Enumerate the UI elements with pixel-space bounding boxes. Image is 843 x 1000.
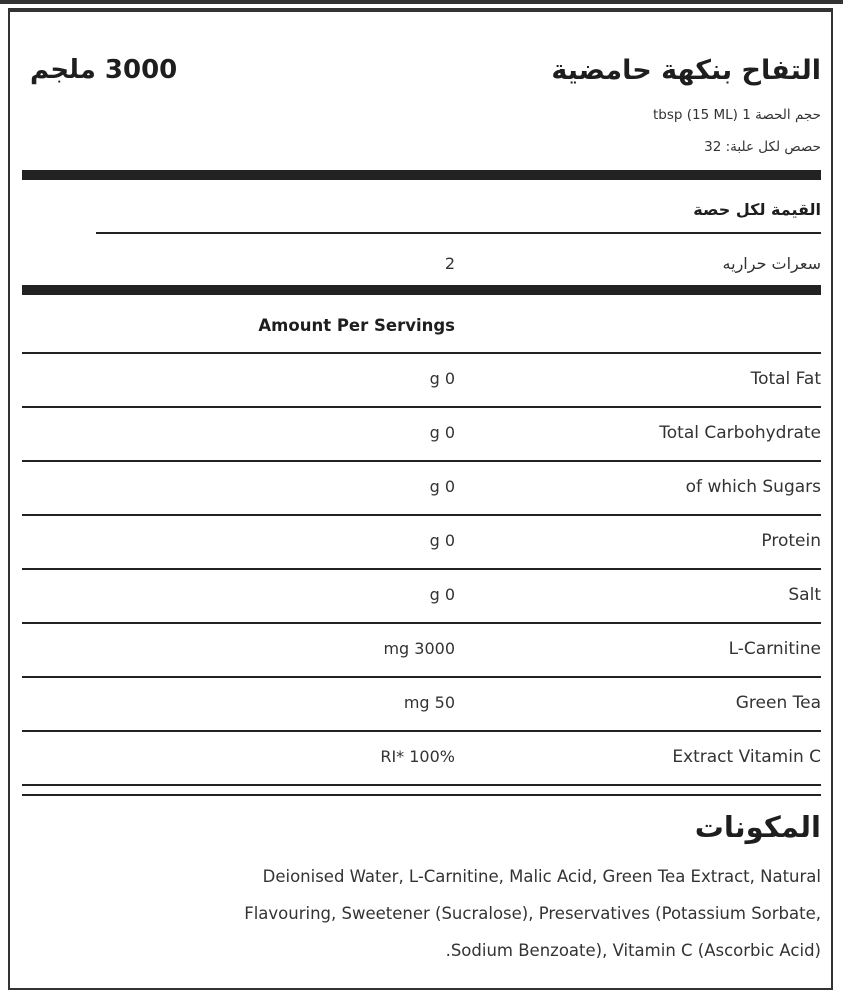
calories-label: سعرات حراريه xyxy=(722,254,821,273)
servings-per-container: حصص لكل علبة: 32 xyxy=(704,139,821,155)
per-serving-rule xyxy=(96,232,821,234)
table-row xyxy=(22,732,821,786)
nutrient-value: g 0 xyxy=(429,423,455,442)
ingredients-line: Flavouring, Sweetener (Sucralose), Preservatives (Potassium Sorbate, xyxy=(244,904,821,923)
ingredients-text xyxy=(51,858,821,969)
label-header xyxy=(30,55,821,95)
nutrient-value: g 0 xyxy=(429,585,455,604)
product-dose: 3000 ملجم xyxy=(30,55,178,85)
ingredients-divider xyxy=(22,794,821,796)
nutrient-name: of which Sugars xyxy=(685,477,821,497)
table-row xyxy=(22,624,821,678)
nutrient-name: Total Carbohydrate xyxy=(659,423,821,443)
ingredients-line: .Sodium Benzoate), Vitamin C (Ascorbic Acid) xyxy=(445,941,821,960)
nutrient-name: Extract Vitamin C xyxy=(672,747,821,767)
ingredients-line: Deionised Water, L-Carnitine, Malic Acid, Green Tea Extract, Natural xyxy=(262,867,821,886)
table-row xyxy=(22,570,821,624)
serving-size: حجم الحصة 1 tbsp (15 ML) xyxy=(653,107,821,123)
nutrient-name: Green Tea xyxy=(735,693,821,713)
amount-per-servings-heading: Amount Per Servings xyxy=(258,316,455,335)
nutrient-name: L-Carnitine xyxy=(728,639,821,659)
nutrient-name: Protein xyxy=(761,531,821,551)
thick-divider-middle xyxy=(22,285,821,295)
nutrient-name: Total Fat xyxy=(750,369,821,389)
table-row xyxy=(22,354,821,408)
thick-divider-top xyxy=(22,170,821,180)
table-row xyxy=(22,678,821,732)
table-row xyxy=(22,462,821,516)
table-row xyxy=(22,516,821,570)
per-serving-heading: القيمة لكل حصة xyxy=(693,200,821,219)
nutrient-value: g 0 xyxy=(429,369,455,388)
nutrient-value: g 0 xyxy=(429,477,455,496)
nutrient-value: mg 50 xyxy=(403,693,455,712)
row-divider xyxy=(22,784,821,786)
top-border xyxy=(0,0,843,4)
calories-value: 2 xyxy=(444,254,455,273)
nutrient-value: RI* 100% xyxy=(380,747,455,766)
nutrient-name: Salt xyxy=(788,585,821,605)
ingredients-heading: المكونات xyxy=(694,810,821,844)
nutrient-value: g 0 xyxy=(429,531,455,550)
table-row xyxy=(22,408,821,462)
product-title: التفاح بنكهة حامضية xyxy=(551,55,821,86)
nutrient-value: mg 3000 xyxy=(383,639,455,658)
